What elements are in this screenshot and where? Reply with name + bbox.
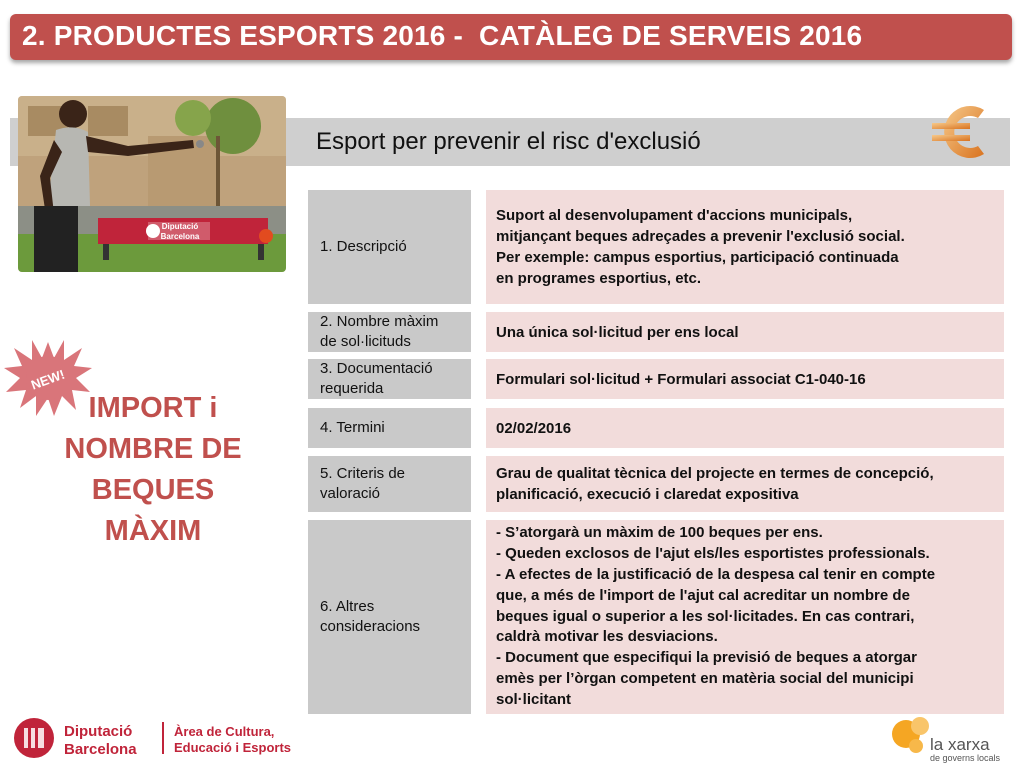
page-title: 2. PRODUCTES ESPORTS 2016 - CATÀLEG DE SERVEIS 2016: [22, 20, 863, 51]
row-label-descripcio: [308, 190, 471, 304]
value-text: - S’atorgarà un màxim de 100 beques per ens.: [496, 524, 823, 542]
import-line: NOMBRE DE: [64, 433, 242, 465]
label-text: valoració: [320, 485, 381, 502]
euro-icon: [926, 96, 998, 168]
bench-sign-line2: Barcelona: [160, 232, 200, 241]
label-text: consideracions: [320, 618, 421, 635]
diputacio-logo-graphic: [12, 716, 312, 760]
row-label-nombre-maxim: [308, 312, 471, 352]
value-text: caldrà motivar les desviacions.: [496, 628, 718, 646]
label-text: requerida: [320, 380, 384, 397]
label-text: 2. Nombre màxim: [320, 313, 439, 330]
value-text: - A efectes de la justificació de la despesa cal tenir en compte: [496, 566, 936, 583]
row-value-altres: [486, 520, 1004, 714]
value-text: Grau de qualitat tècnica del projecte en termes de concepció,: [496, 465, 934, 482]
import-line: BEQUES: [91, 474, 215, 506]
diputacio-name-line1: Diputació: [64, 723, 133, 740]
value-text: - Queden exclosos de l'ajut els/les esportistes professionals.: [496, 545, 930, 563]
bench-sign-line1: Diputació: [161, 222, 199, 231]
row-label-documentacio: [308, 359, 471, 399]
row-value-descripcio: [486, 190, 1004, 304]
la-xarxa-logo: [890, 712, 1016, 764]
row-label-criteris: [308, 456, 471, 512]
value-text: planificació, execució i claredat expositiva: [496, 486, 799, 503]
import-line: IMPORT i: [88, 392, 218, 424]
row-label-termini: [308, 408, 471, 448]
label-text: 3. Documentació: [320, 360, 433, 377]
diputacio-logo: [12, 716, 312, 760]
value-text: 02/02/2016: [496, 419, 572, 437]
label-text: 6. Altres: [320, 598, 375, 615]
value-text: emès per l’òrgan competent en matèria social del municipi: [496, 669, 914, 687]
row-value-criteris: [486, 456, 1004, 512]
la-xarxa-subtitle: de governs locals: [930, 753, 1001, 763]
value-text: mitjançant beques adreçades a prevenir l'exclusió social.: [496, 228, 905, 245]
row-value-termini: [486, 408, 1004, 448]
diputacio-name-line2: Barcelona: [64, 741, 137, 758]
label-text: 4. Termini: [320, 419, 385, 436]
import-line: MÀXIM: [104, 515, 202, 547]
row-value-nombre-maxim: [486, 312, 1004, 352]
area-line2: Educació i Esports: [174, 740, 292, 755]
value-text: Suport al desenvolupament d'accions municipals,: [496, 207, 853, 224]
athlete-photo: [18, 96, 286, 272]
label-text: 5. Criteris de: [320, 465, 406, 482]
section-subtitle: Esport per prevenir el risc d'exclusió: [316, 128, 701, 155]
la-xarxa-name: la xarxa: [930, 735, 990, 754]
row-value-documentacio: [486, 359, 1004, 399]
value-text: Una única sol·licitud per ens local: [496, 323, 739, 341]
label-text: 1. Descripció: [320, 238, 407, 255]
value-text: beques igual o superior a les sol·licitades. En cas contrari,: [496, 607, 915, 625]
value-text: Formulari sol·licitud + Formulari associat C1-040-16: [496, 370, 866, 388]
la-xarxa-logo-graphic: [890, 712, 1016, 764]
athlete-photo-illustration: [18, 96, 286, 272]
area-line1: Àrea de Cultura,: [174, 724, 275, 739]
value-text: sol·licitant: [496, 690, 572, 708]
value-text: - Document que especifiqui la previsió de beques a atorgar: [496, 649, 917, 667]
value-text: que, a més de l'import de l'ajut cal acreditar un nombre de: [496, 586, 910, 604]
new-badge-label: NEW!: [28, 366, 67, 393]
row-label-altres: [308, 520, 471, 714]
label-text: de sol·licituds: [320, 333, 411, 350]
value-text: Per exemple: campus esportius, participació continuada: [496, 249, 899, 266]
value-text: en programes esportius, etc.: [496, 270, 702, 287]
import-heading: [58, 388, 248, 552]
